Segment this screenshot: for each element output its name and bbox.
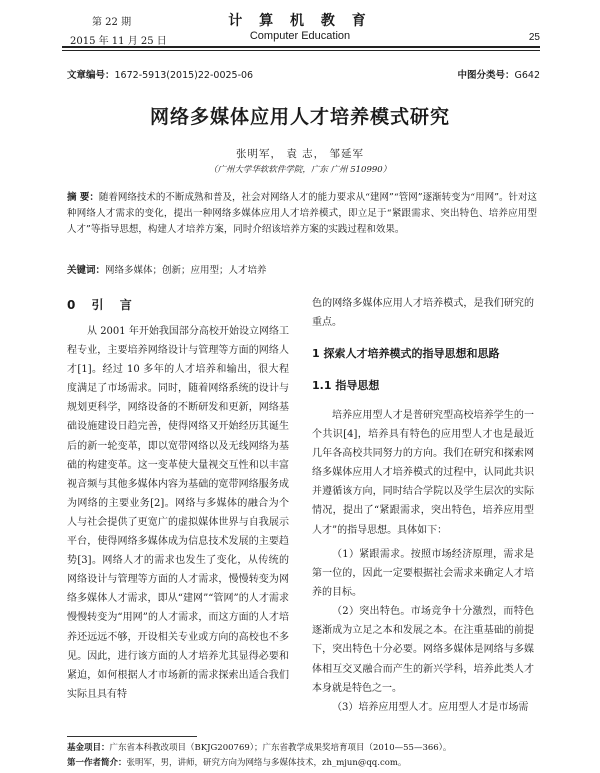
article-number-value: 1672-5913(2015)22-0025-06 <box>114 70 254 81</box>
paragraph: 色的网络多媒体应用人才培养模式，是我们研究的重点。 <box>312 298 534 329</box>
list-item: （2）突出特色。市场竞争十分激烈，而特色逐渐成为立足之本和发展之本。在注重基础的前提下，突出特色十分必要。网络多媒体是网络与多媒体相互交叉融合而产生的新兴学科，培养此类人才本身就是特色之一。 <box>312 606 534 694</box>
paper-title: 网络多媒体应用人才培养模式研究 <box>149 106 450 128</box>
introduction-body <box>67 322 289 704</box>
paragraph: 从 2001 年开始我国部分高校开始设立网络工程专业，主要培养网络设计与管理等方面的网络人才[1]。经过 10 多年的人才培养和输出，很大程度满足了市场需求。同时，随着网络系统的设计与规划更科学，网络设备的不断研发和更新，网络基础设施建设日趋完善，使得网络又开始经历其诞生后的新一轮变革，即以宽带网络以及无线网络为基础的构建变革。这一变革使大量视交互性和以丰富视音频与其他多媒体内容为基础的宽带网络服务成为网络的主要业务[2]。网络与多媒体的融合为个人与社会提供了更宽广的虚拟媒体世界与自我展示平台，使得网络多媒体成为信息技术发展的主要趋势[3]。网络人才的需求也发生了变化，从传统的网络设计与管理等方面的人才需求，慢慢转变为网络多媒体人才需求，即从“建网”“管网”的人才需求慢慢转变为“用网”的人才需求，而这方面的人才培养还远远不够，开设相关专业或方向的高校也不多见。因此，进行该方面的人才培养尤其显得必要和紧迫，如何根据人才市场新的需求探索出适合我们实际且具有特 <box>67 326 289 700</box>
footnote-author-text: 张明军，男，讲师，研究方向为网络与多媒体技术，zh_mjun@qq.com。 <box>126 758 407 768</box>
affiliation: （广州大学华软软件学院，广东 广州 510990） <box>208 165 392 175</box>
journal-title-cn: 计 算 机 教 育 <box>228 13 372 29</box>
issue-date: 2015 年 11 月 25 日 <box>70 36 167 47</box>
footnote-fund-label: 基金项目： <box>67 743 110 753</box>
continued-text <box>312 294 534 332</box>
article-number-label: 文章编号： <box>67 70 115 81</box>
classification-value: G642 <box>514 70 540 81</box>
section-1-body <box>312 406 534 540</box>
page-number: 25 <box>528 32 540 43</box>
list-item: （1）紧跟需求。按照市场经济原理，需求是第一位的，因此一定要根据社会需求来确定人才培养的目标。 <box>312 549 534 599</box>
footnote-fund-text: 广东省本科教改项目（BKJG200769）；广东省教学成果奖培育项目（2010—55—366）。 <box>109 743 452 753</box>
classification-number <box>457 67 540 81</box>
section-heading-1: 1 探索人才培养模式的指导思想和思路 <box>312 347 500 360</box>
abstract-label: 摘 要： <box>67 192 99 203</box>
issue-number: 第 22 期 <box>92 17 132 28</box>
paragraph: 培养应用型人才是普研究型高校培养学生的一个共识[4]，培养具有特色的应用型人才也是最近几年各高校共同努力的方向。我们在研究和探索网络多媒体应用人才培养模式的过程中，认同此共识并遵循该方向，同时结合学院以及学生层次的实际情况，提出了“紧跟需求，突出特色，培养应用型人才”的指导思想。具体如下： <box>312 410 534 536</box>
header-rule-thick <box>62 46 540 48</box>
journal-title-en: Computer Education <box>249 30 351 42</box>
footnote-fund <box>67 741 537 753</box>
article-number <box>67 67 253 81</box>
footnote-author <box>67 756 537 768</box>
footnote-rule <box>67 736 197 737</box>
subsection-heading-1-1: 1.1 指导思想 <box>312 379 380 392</box>
authors: 张明军， 袁 志， 邹延军 <box>235 148 364 160</box>
section-1-items <box>312 545 534 717</box>
header-rule-thin <box>62 50 540 51</box>
list-item: （3）培养应用型人才。应用型人才是市场需 <box>332 701 529 713</box>
footnote-author-label: 第一作者简介： <box>67 758 127 768</box>
section-heading-introduction: 0 引 言 <box>67 298 138 312</box>
abstract <box>67 190 537 238</box>
keywords-label: 关键词： <box>67 265 106 276</box>
keywords-text: 网络多媒体；创新；应用型；人才培养 <box>105 265 267 276</box>
abstract-text: 随着网络技术的不断成熟和普及，社会对网络人才的能力要求从“建网”“管网”逐渐转变为“用网”。针对这种网络人才需求的变化，提出一种网络多媒体应用人才培养模式，即立足于“紧跟需求、突出特色、培养应用型人才”等指导思想，构建人才培养方案，同时介绍该培养方案的实践过程和效果。 <box>67 192 537 235</box>
classification-label: 中图分类号： <box>457 70 515 81</box>
keywords <box>67 262 537 276</box>
